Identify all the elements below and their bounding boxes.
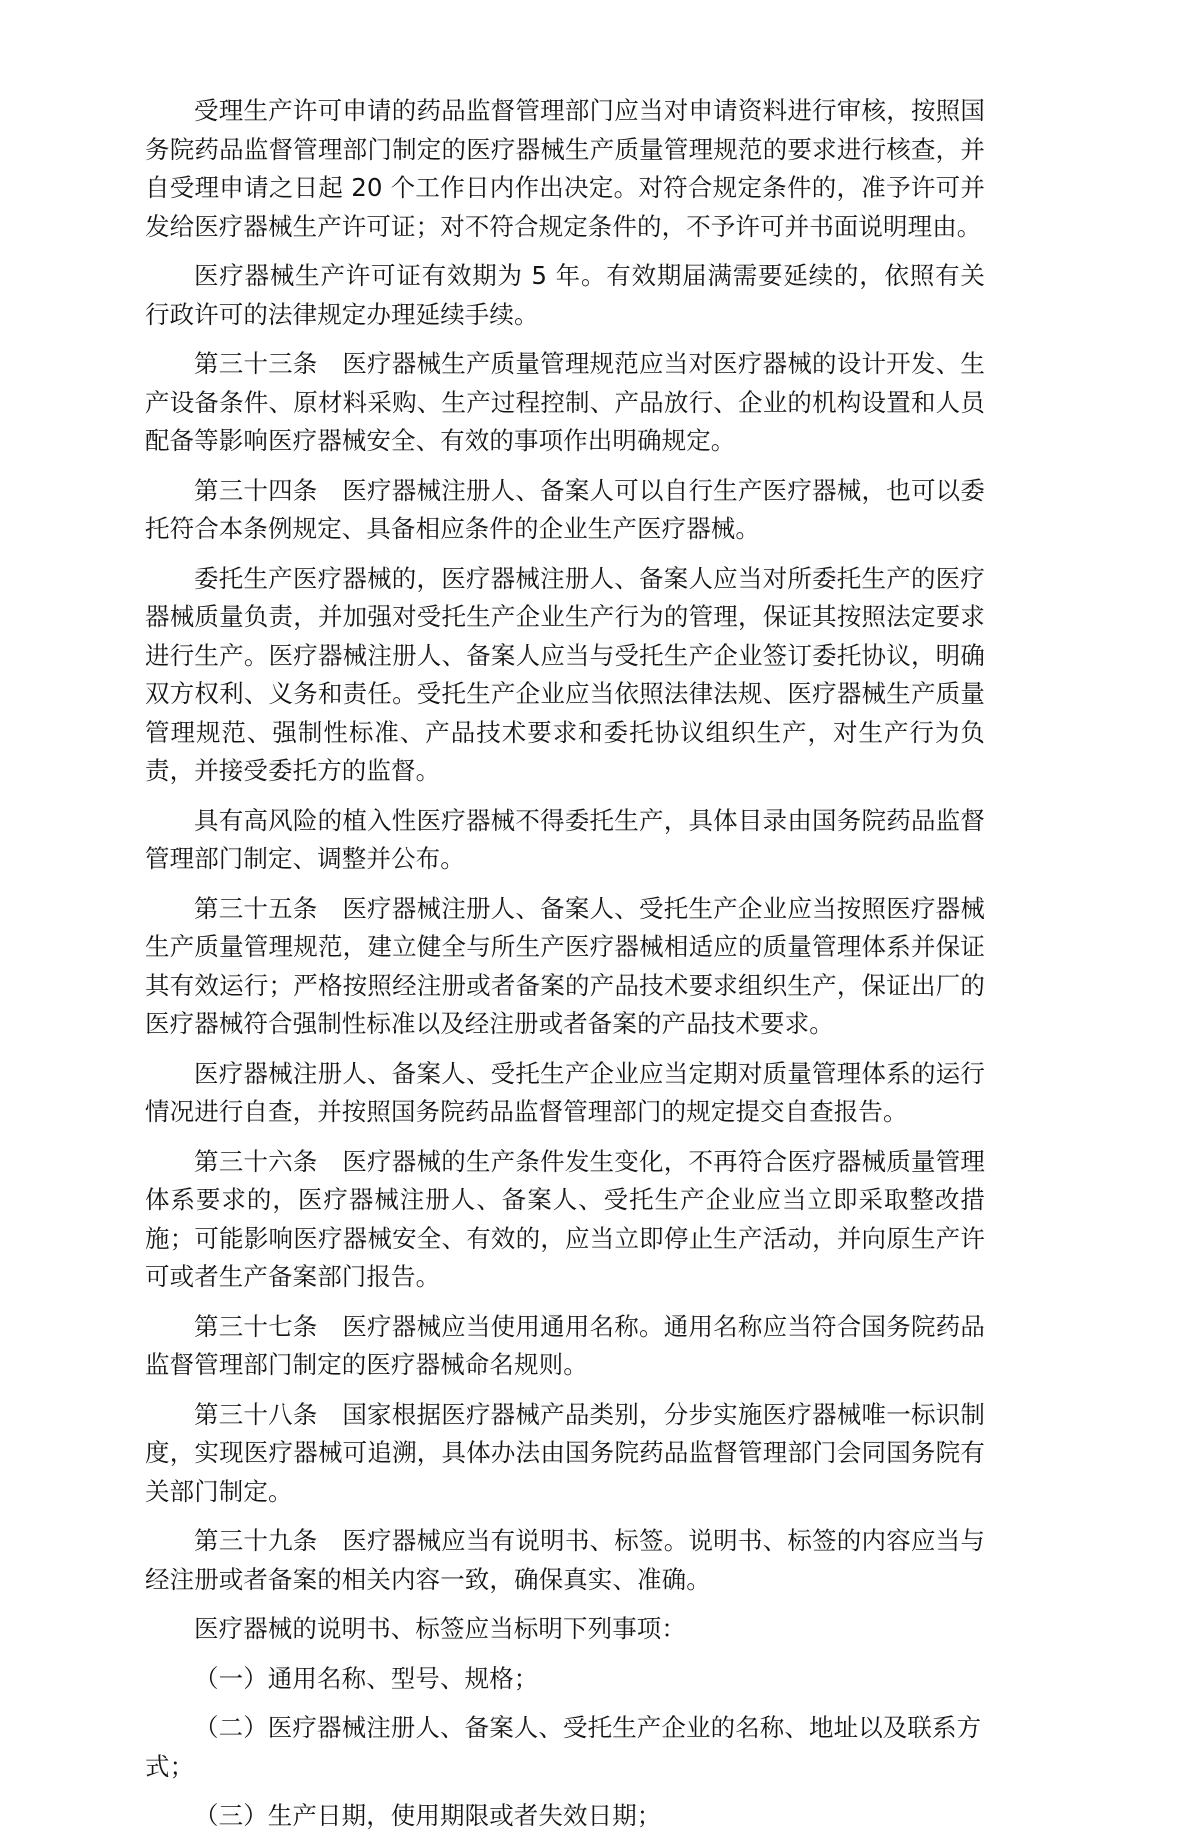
- paragraph-high-risk-implant: 具有高风险的植入性医疗器械不得委托生产，具体目录由国务院药品监督管理部门制定、调整并公布。: [145, 805, 985, 873]
- paragraph-license-validity: 医疗器械生产许可证有效期为 5 年。有效期届满需要延续的，依照有关行政许可的法律规定办理延续手续。: [145, 261, 985, 329]
- paragraph-self-inspection: 医疗器械注册人、备案人、受托生产企业应当定期对质量管理体系的运行情况进行自查，并按照国务院药品监督管理部门的规定提交自查报告。: [145, 1058, 985, 1126]
- article-34-paragraph: 第三十四条 医疗器械注册人、备案人可以自行生产医疗器械，也可以委托符合本条例规定、具备相应条件的企业生产医疗器械。: [145, 475, 985, 543]
- paragraph-entrusted-production: 委托生产医疗器械的，医疗器械注册人、备案人应当对所委托生产的医疗器械质量负责，并加强对受托生产企业生产行为的管理，保证其按照法定要求进行生产。医疗器械注册人、备案人应当与受托生产企业签订委托协议，明确双方权利、义务和责任。受托生产企业应当依照法律法规、医疗器械生产质量管理规范、强制性标准、产品技术要求和委托协议组织生产，对生产行为负责，并接受委托方的监督。: [145, 563, 985, 785]
- article-33-paragraph: 第三十三条 医疗器械生产质量管理规范应当对医疗器械的设计开发、生产设备条件、原材料采购、生产过程控制、产品放行、企业的机构设置和人员配备等影响医疗器械安全、有效的事项作出明确规定。: [145, 349, 985, 455]
- article-35-paragraph: 第三十五条 医疗器械注册人、备案人、受托生产企业应当按照医疗器械生产质量管理规范，建立健全与所生产医疗器械相适应的质量管理体系并保证其有效运行；严格按照经注册或者备案的产品技术要求组织生产，保证出厂的医疗器械符合强制性标准以及经注册或者备案的产品技术要求。: [145, 893, 985, 1038]
- article-39-paragraph: 第三十九条 医疗器械应当有说明书、标签。说明书、标签的内容应当与经注册或者备案的相关内容一致，确保真实、准确。: [145, 1526, 985, 1594]
- document-text-body: [145, 92, 985, 1836]
- article-36-paragraph: 第三十六条 医疗器械的生产条件发生变化，不再符合医疗器械质量管理体系要求的，医疗器械注册人、备案人、受托生产企业应当立即采取整改措施；可能影响医疗器械安全、有效的，应当立即停止生产活动，并向原生产许可或者生产备案部门报告。: [145, 1146, 985, 1291]
- list-item-2: （二）医疗器械注册人、备案人、受托生产企业的名称、地址以及联系方式；: [145, 1713, 982, 1781]
- paragraph-licensing-review: 受理生产许可申请的药品监督管理部门应当对申请资料进行审核，按照国务院药品监督管理部门制定的医疗器械生产质量管理规范的要求进行核查，并自受理申请之日起 20 个工作日内作出决定。对符合规定条件的，准予许可并发给医疗器械生产许可证；对不符合规定条件的，不予许可并书面说明理由。: [145, 96, 985, 241]
- paragraph-label-items-intro: 医疗器械的说明书、标签应当标明下列事项：: [194, 1614, 686, 1643]
- article-37-paragraph: 第三十七条 医疗器械应当使用通用名称。通用名称应当符合国务院药品监督管理部门制定的医疗器械命名规则。: [145, 1311, 985, 1379]
- list-item-1: （一）通用名称、型号、规格；: [194, 1663, 539, 1693]
- article-38-paragraph: 第三十八条 国家根据医疗器械产品类别，分步实施医疗器械唯一标识制度，实现医疗器械可追溯，具体办法由国务院药品监督管理部门会同国务院有关部门制定。: [145, 1399, 985, 1506]
- list-item-3: （三）生产日期，使用期限或者失效日期；: [194, 1801, 662, 1830]
